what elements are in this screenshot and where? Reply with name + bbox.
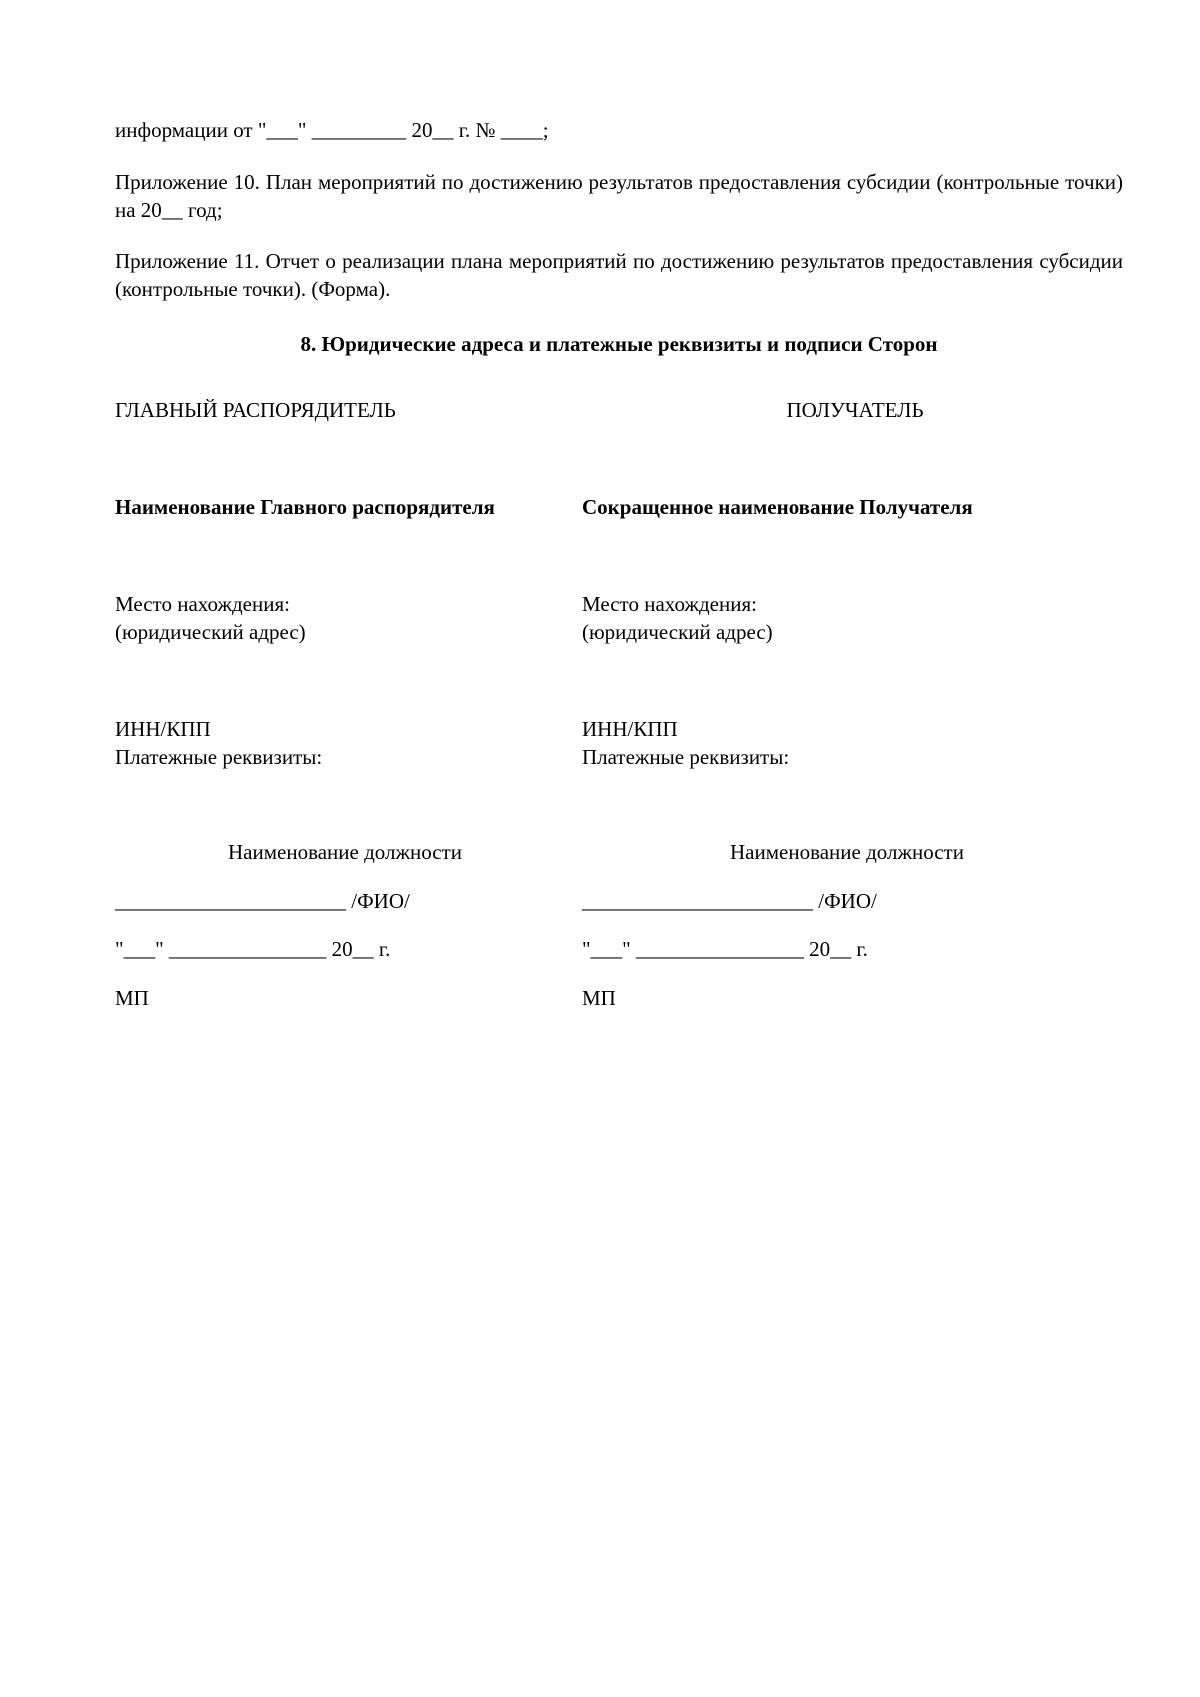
right-payment-details: Платежные реквизиты: [582, 745, 790, 769]
right-inn-kpp: ИНН/КПП [582, 717, 678, 741]
right-party-name: Сокращенное наименование Получателя [582, 495, 973, 519]
appendix-11: Приложение 11. Отчет о реализации плана мероприятий по достижению результатов предоставления субсидии (контрольные точки). (Форма). [115, 249, 1123, 301]
right-stamp: МП [582, 986, 616, 1010]
left-location-label: Место нахождения: [115, 592, 290, 616]
right-date-line: "___" ________________ 20__ г. [582, 937, 868, 961]
right-location-sub: (юридический адрес) [582, 620, 773, 644]
section-heading: 8. Юридические адреса и платежные реквизиты и подписи Сторон [300, 332, 938, 356]
left-party-title: ГЛАВНЫЙ РАСПОРЯДИТЕЛЬ [115, 398, 396, 422]
left-position: Наименование должности [228, 840, 462, 864]
right-party-title: ПОЛУЧАТЕЛЬ [786, 398, 924, 422]
left-inn-kpp: ИНН/КПП [115, 717, 211, 741]
left-party-name: Наименование Главного распорядителя [115, 495, 495, 519]
left-location-sub: (юридический адрес) [115, 620, 306, 644]
left-signature-line: ______________________ /ФИО/ [115, 889, 410, 913]
right-signature-line: ______________________ /ФИО/ [582, 889, 877, 913]
right-position: Наименование должности [730, 840, 964, 864]
left-stamp: МП [115, 986, 149, 1010]
left-date-line: "___" _______________ 20__ г. [115, 937, 391, 961]
left-payment-details: Платежные реквизиты: [115, 745, 323, 769]
top-line: информации от "___" _________ 20__ г. № ____; [115, 118, 549, 142]
right-location-label: Место нахождения: [582, 592, 757, 616]
appendix-10: Приложение 10. План мероприятий по достижению результатов предоставления субсидии (контрольные точки) на 20__ год; [115, 170, 1123, 222]
